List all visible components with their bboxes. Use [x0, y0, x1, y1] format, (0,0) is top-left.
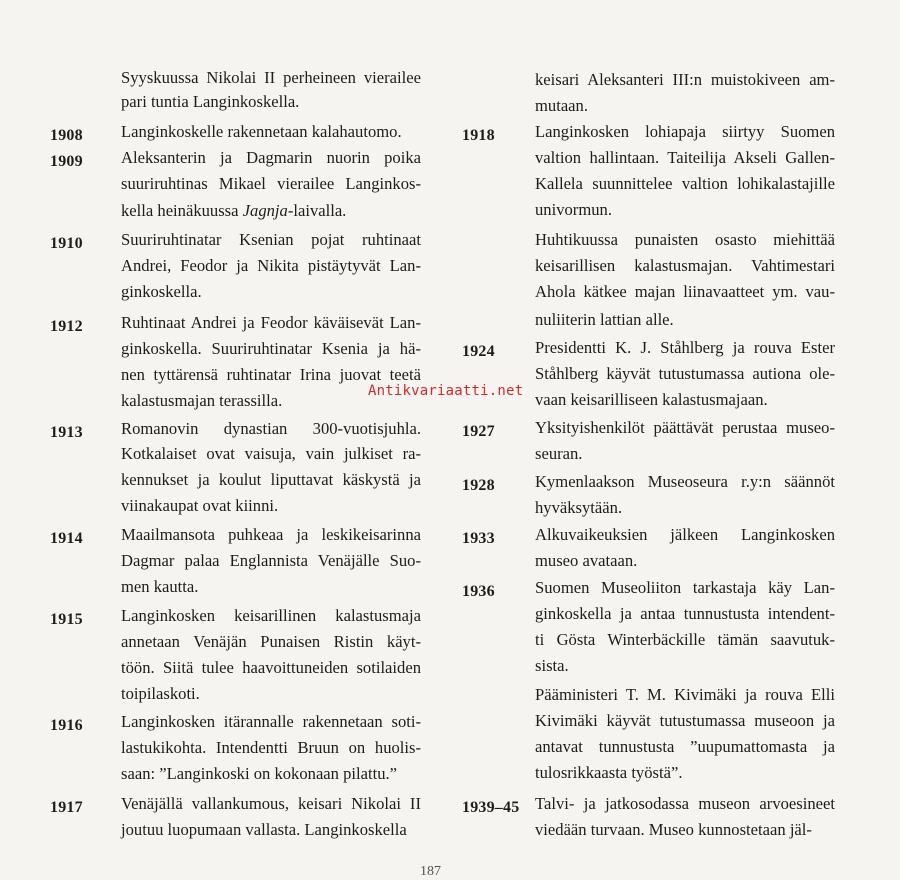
entry-text-line: antavat tunnustusta ”uupumattomasta ja: [535, 737, 835, 756]
entry-text-line: Langinkosken lohiapaja siirtyy Suomen: [535, 122, 835, 141]
entry-year: 1927: [462, 423, 495, 440]
entry-text-line: valtion hallintaan. Taiteilija Akseli Gallen-: [535, 148, 835, 167]
entry-text-line: vaan keisarilliseen kalastusmajaan.: [535, 390, 768, 409]
entry-text-line: hyväksytään.: [535, 498, 623, 517]
entry-year: 1914: [50, 530, 83, 547]
entry-text-line: Venäjällä vallankumous, keisari Nikolai II: [121, 794, 421, 813]
entry-year: 1917: [50, 799, 83, 816]
entry-text-line: keisarillisen kalastusmajan. Vahtimestari: [535, 256, 835, 275]
entry-text-line: Ahola kätkee majan liinavaatteet ym. vau-: [535, 282, 835, 301]
entry-text-line: ginkoskella ja antaa tunnustusta intendent-: [535, 604, 835, 623]
entry-text-line: Pääministeri T. M. Kivimäki ja rouva Elli: [535, 685, 835, 704]
entry-text-line: Yksityishenkilöt päättävät perustaa museo-: [535, 418, 835, 437]
entry-text-line: nen tyttärensä ruhtinatar Irina juovat teetä: [121, 365, 421, 384]
entry-text-line: Maailmansota puhkeaa ja leskikeisarinna: [121, 525, 421, 544]
entry-text-line: Alkuvaikeuksien jälkeen Langinkosken: [535, 525, 835, 544]
entry-text-line: viinakaupat ovat kiinni.: [121, 496, 279, 515]
entry-text-line: toipilaskoti.: [121, 684, 200, 703]
watermark: Antikvariaatti.net: [368, 383, 524, 399]
entry-text-line: lastukikohta. Intendentti Bruun on huolis-: [121, 738, 421, 757]
entry-year: 1918: [462, 127, 495, 144]
entry-text-line: suuriruhtinas Mikael vierailee Langinkos-: [121, 174, 421, 193]
entry-text-line: viedään turvaan. Museo kunnostetaan jäl-: [535, 820, 812, 839]
entry-text-line: Kallela suunnittelee valtion lohikalastajille: [535, 174, 835, 193]
entry-year: 1910: [50, 235, 83, 252]
entry-year: 1924: [462, 343, 495, 360]
entry-text-line: Langinkosken itärannalle rakennetaan soti-: [121, 712, 421, 731]
entry-text-line: pari tuntia Langinkoskella.: [121, 92, 300, 111]
entry-year: 1908: [50, 127, 83, 144]
entry-text-line: Kymenlaakson Museoseura r.y:n säännöt: [535, 472, 835, 491]
entry-text-line: sista.: [535, 656, 569, 675]
entry-text-line: saan: ”Langinkoski on kokonaan pilattu.”: [121, 764, 398, 783]
entry-text-line: seuran.: [535, 444, 583, 463]
entry-text-line: Romanovin dynastian 300-vuotisjuhla.: [121, 419, 421, 438]
entry-text-line: Andrei, Feodor ja Nikita pistäytyvät Lan-: [121, 256, 421, 275]
entry-text-line: mutaan.: [535, 96, 588, 115]
entry-text-line: Aleksanterin ja Dagmarin nuorin poika: [121, 148, 421, 167]
entry-text-line: museo avataan.: [535, 551, 638, 570]
entry-text-line: Langinkoskelle rakennetaan kalahautomo.: [121, 122, 402, 141]
page-number: 187: [420, 864, 441, 879]
entry-text-line: Kotkalaiset ovat vaisuja, vain julkiset ra-: [121, 444, 421, 463]
entry-year: 1916: [50, 717, 83, 734]
entry-text-line: univormun.: [535, 200, 612, 219]
entry-text-line: joutuu luopumaan vallasta. Langinkoskella: [121, 820, 407, 839]
entry-text-line: Ståhlberg käyvät tutustumassa autiona ole-: [535, 364, 835, 383]
entry-text-line: kennukset ja koulut liputtavat käskystä ja: [121, 470, 421, 489]
entry-text-line: Ruhtinaat Andrei ja Feodor käväisevät Lan-: [121, 313, 421, 332]
entry-year: 1928: [462, 477, 495, 494]
entry-text-line: Presidentti K. J. Ståhlberg ja rouva Ester: [535, 338, 835, 357]
entry-year: 1915: [50, 611, 83, 628]
entry-year: 1913: [50, 424, 83, 441]
entry-text-line: Suuriruhtinatar Ksenian pojat ruhtinaat: [121, 230, 421, 249]
entry-text-line: Kivimäki käyvät tutustumassa museoon ja: [535, 711, 835, 730]
entry-text-line: keisari Aleksanteri III:n muistokiveen am-: [535, 70, 835, 89]
entry-text-line: Huhtikuussa punaisten osasto miehittää: [535, 230, 835, 249]
entry-text-line: men kautta.: [121, 577, 199, 596]
entry-text-line: ginkoskella. Suuriruhtinatar Ksenia ja hä-: [121, 339, 421, 358]
entry-year: 1933: [462, 530, 495, 547]
entry-text-line: Suomen Museoliiton tarkastaja käy Lan-: [535, 578, 835, 597]
entry-text-line: ti Gösta Winterbäckille tämän saavutuk-: [535, 630, 835, 649]
entry-text-line: töön. Siitä tulee haavoittuneiden sotilaiden: [121, 658, 421, 677]
entry-year: 1936: [462, 583, 495, 600]
entry-text-line: annetaan Venäjän Punaisen Ristin käyt-: [121, 632, 421, 651]
entry-text-line: nuliiterin lattian alle.: [535, 310, 674, 329]
entry-year: 1912: [50, 318, 83, 335]
entry-text-line: Dagmar palaa Englannista Venäjälle Suo-: [121, 551, 421, 570]
entry-text-line: kella heinäkuussa Jagnja-laivalla.: [121, 201, 347, 220]
entry-text-line: kalastusmajan terassilla.: [121, 391, 283, 410]
entry-text-line: ginkoskella.: [121, 282, 202, 301]
entry-text-line: Talvi- ja jatkosodassa museon arvoesineet: [535, 794, 835, 813]
entry-year: 1909: [50, 153, 83, 170]
entry-text-line: Syyskuussa Nikolai II perheineen vierailee: [121, 68, 421, 87]
entry-text-line: tulosrikkaasta työstä”.: [535, 763, 683, 782]
entry-year: 1939–45: [462, 799, 520, 816]
entry-text-line: Langinkosken keisarillinen kalastusmaja: [121, 606, 421, 625]
